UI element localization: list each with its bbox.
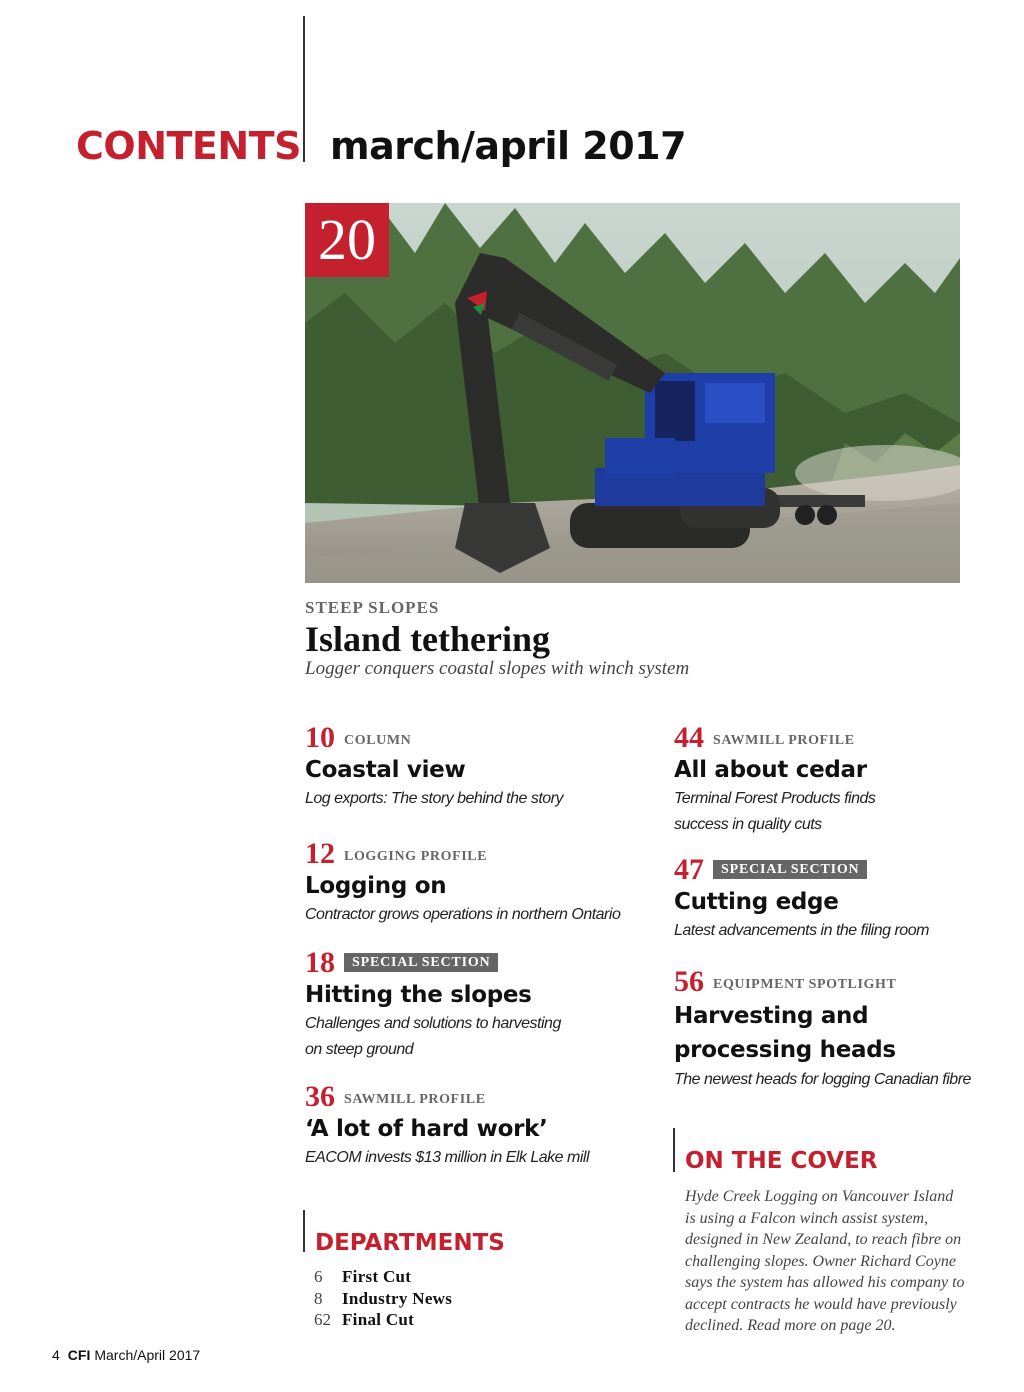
article-dek: The newest heads for logging Canadian fibre: [674, 1071, 971, 1088]
article-dek-line: on steep ground: [305, 1041, 414, 1058]
cover-text-line: declined. Read more on page 20.: [685, 1317, 896, 1334]
page-number: 12: [305, 837, 335, 870]
toc-item-coastal-view[interactable]: [305, 723, 635, 812]
feature-kicker: STEEP SLOPES: [305, 598, 440, 617]
issue-date-heading: march/april 2017: [330, 124, 687, 168]
cover-text-line: is using a Falcon winch assist system,: [685, 1209, 929, 1227]
toc-item-all-about-cedar[interactable]: [674, 723, 1004, 838]
page-folio: [52, 1347, 200, 1363]
department-item[interactable]: [314, 1267, 452, 1289]
page-number: 47: [674, 853, 704, 886]
article-title-line[interactable]: processing heads: [674, 1037, 896, 1063]
page-number: 18: [305, 946, 335, 979]
folio-page-number: 4: [52, 1347, 60, 1363]
cover-text-line: says the system has allowed his company to: [685, 1274, 965, 1291]
toc-item-logging-on[interactable]: [305, 839, 635, 928]
page-number: 56: [674, 965, 704, 998]
article-dek-line: success in quality cuts: [674, 816, 822, 833]
feature-photo[interactable]: [305, 203, 960, 583]
article-dek-line: Terminal Forest Products finds: [674, 790, 876, 807]
page-number: 44: [674, 721, 704, 754]
department-item[interactable]: [314, 1289, 452, 1311]
cover-divider: [673, 1128, 675, 1172]
article-title[interactable]: Cutting edge: [674, 889, 839, 915]
toc-item-hitting-the-slopes[interactable]: [305, 948, 635, 1063]
article-title[interactable]: All about cedar: [674, 757, 867, 783]
folio-magazine-name: CFI: [67, 1347, 91, 1363]
feature-title[interactable]: Island tethering: [305, 619, 551, 659]
department-name: First Cut: [342, 1267, 412, 1286]
department-name: Industry News: [342, 1288, 453, 1308]
category-label: SAWMILL PROFILE: [713, 733, 855, 748]
department-page: 8: [314, 1288, 323, 1308]
departments-list: [314, 1267, 452, 1332]
department-page: 6: [314, 1267, 323, 1286]
page-number: 36: [305, 1080, 335, 1113]
cover-text-line: Hyde Creek Logging on Vancouver Island: [685, 1188, 954, 1205]
cover-text-line: challenging slopes. Owner Richard Coyne: [685, 1252, 956, 1270]
page-number: 10: [305, 721, 335, 754]
article-title[interactable]: ‘A lot of hard work’: [305, 1116, 548, 1142]
contents-heading: CONTENTS: [76, 124, 301, 168]
article-dek: Log exports: The story behind the story: [305, 790, 563, 807]
category-label: COLUMN: [344, 733, 412, 748]
feature-dek: Logger conquers coastal slopes with winch system: [305, 658, 690, 679]
feature-page-badge[interactable]: 20: [305, 203, 389, 277]
category-label: EQUIPMENT SPOTLIGHT: [713, 977, 897, 992]
folio-issue: March/April 2017: [94, 1347, 201, 1363]
cover-text-line: accept contracts he would have previously: [685, 1295, 957, 1313]
article-title-line[interactable]: Harvesting and: [674, 1003, 869, 1029]
article-dek: EACOM invests $13 million in Elk Lake mill: [305, 1149, 589, 1166]
article-title[interactable]: Hitting the slopes: [305, 982, 532, 1008]
on-the-cover-text: [685, 1186, 985, 1337]
special-section-tag: SPECIAL SECTION: [344, 953, 498, 972]
cover-text-line: designed in New Zealand, to reach fibre on: [685, 1231, 962, 1248]
excavator-illustration: [305, 203, 960, 583]
toc-item-cutting-edge[interactable]: [674, 855, 1004, 944]
special-section-tag: SPECIAL SECTION: [713, 860, 867, 879]
article-dek: Latest advancements in the filing room: [674, 922, 929, 939]
on-the-cover-heading: ON THE COVER: [685, 1148, 878, 1174]
departments-divider: [303, 1210, 305, 1252]
header-divider: [303, 16, 305, 162]
department-item[interactable]: [314, 1310, 452, 1332]
article-dek: Contractor grows operations in northern Ontario: [305, 906, 621, 923]
article-title[interactable]: Coastal view: [305, 757, 466, 783]
article-dek-line: Challenges and solutions to harvesting: [305, 1015, 561, 1032]
toc-item-harvesting-heads[interactable]: [674, 967, 1004, 1093]
category-label: LOGGING PROFILE: [344, 849, 488, 864]
departments-heading: DEPARTMENTS: [315, 1230, 505, 1256]
toc-item-hard-work[interactable]: [305, 1082, 635, 1171]
article-title[interactable]: Logging on: [305, 873, 447, 899]
department-page: 62: [314, 1310, 331, 1329]
category-label: SAWMILL PROFILE: [344, 1092, 486, 1107]
department-name: Final Cut: [342, 1310, 415, 1329]
